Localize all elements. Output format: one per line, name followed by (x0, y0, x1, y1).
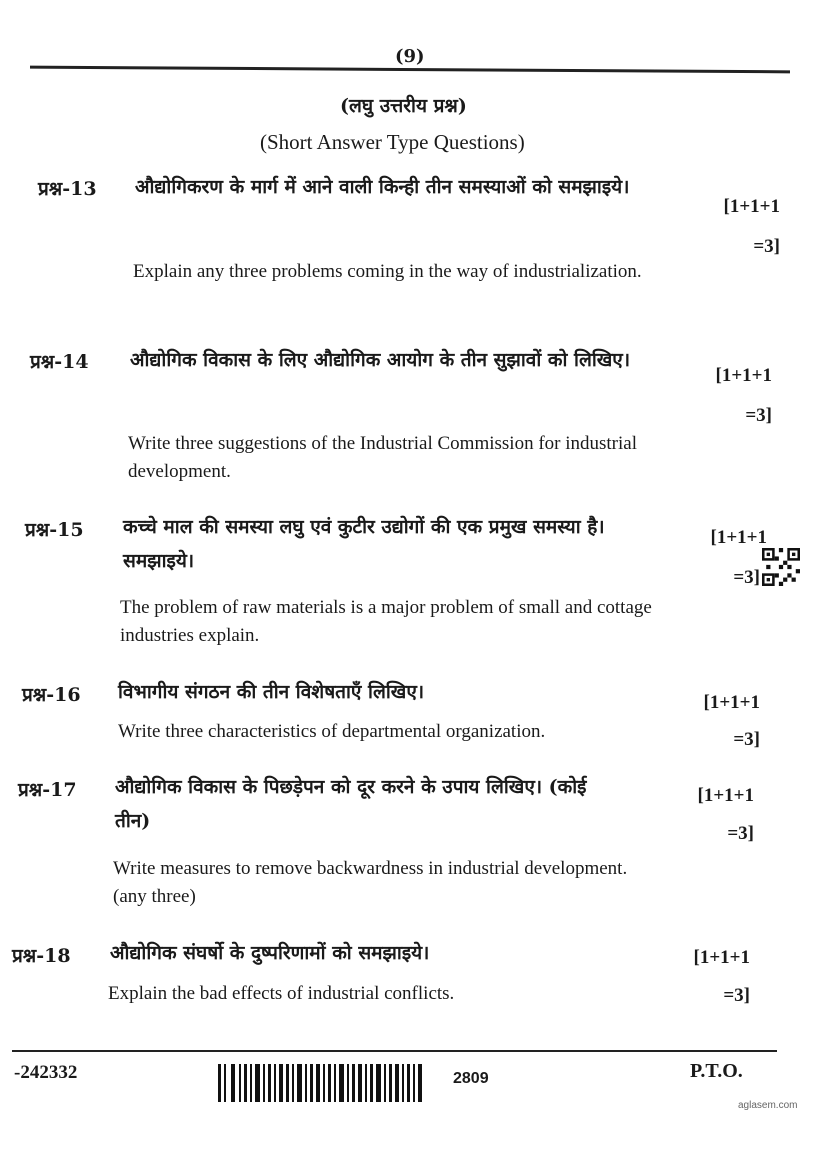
marks-line1: [1+1+1 (697, 785, 754, 806)
section-title-hindi: (लघु उत्तरीय प्रश्न) (340, 95, 467, 117)
marks-line2: =3] (723, 985, 750, 1006)
question-text-hindi: औद्योगिक संघर्षो के दुष्परिणामों को समझाइये। (110, 942, 430, 964)
paper-code: -242332 (14, 1062, 78, 1083)
barcode-icon (218, 1064, 422, 1102)
question-label: प्रश्न-18 (12, 945, 71, 967)
question-text-english: The problem of raw materials is a major problem of small and cottage industries explain. (120, 597, 652, 646)
question-text-hindi: विभागीय संगठन की तीन विशेषताएँ लिखिए। (118, 681, 425, 703)
marks-line2: =3] (733, 567, 760, 588)
question-text-english: Explain any three problems coming in the way of industrialization. (133, 261, 642, 282)
marks-line2: =3] (733, 729, 760, 750)
bottom-divider (12, 1050, 777, 1052)
question-label: प्रश्न-13 (38, 178, 97, 200)
question-label: प्रश्न-17 (18, 779, 77, 801)
question-text-english: Write three suggestions of the Industrial Commission for industrial development. (128, 433, 637, 482)
question-text-hindi: औद्योगिकरण के मार्ग में आने वाली किन्ही तीन समस्याओं को समझाइये। (135, 176, 630, 198)
watermark: aglasem.com (738, 1100, 798, 1111)
question-label: प्रश्न-14 (30, 351, 89, 373)
marks-line2: =3] (745, 405, 772, 426)
marks-line1: [1+1+1 (723, 196, 780, 217)
marks-line1: [1+1+1 (693, 947, 750, 968)
question-label: प्रश्न-15 (25, 519, 84, 541)
marks-line2: =3] (753, 236, 780, 257)
question-text-hindi: औद्योगिक विकास के पिछड़ेपन को दूर करने के उपाय लिखिए। (कोई तीन) (115, 776, 587, 832)
pto-label: P.T.O. (690, 1060, 743, 1082)
serial-number: 2809 (453, 1070, 489, 1087)
section-title-english: (Short Answer Type Questions) (260, 130, 525, 154)
marks-line1: [1+1+1 (703, 692, 760, 713)
marks-line1: [1+1+1 (710, 527, 767, 548)
question-text-hindi: औद्योगिक विकास के लिए औद्योगिक आयोग के तीन सुझावों को लिखिए। (130, 349, 631, 371)
question-text-english: Write measures to remove backwardness in industrial development. (any three) (113, 858, 628, 907)
page-number: (9) (395, 46, 425, 67)
qr-code-icon (762, 548, 800, 586)
marks-line1: [1+1+1 (715, 365, 772, 386)
question-text-english: Explain the bad effects of industrial conflicts. (108, 983, 455, 1004)
question-label: प्रश्न-16 (22, 684, 81, 706)
question-text-english: Write three characteristics of departmental organization. (118, 721, 546, 742)
question-text-hindi: कच्चे माल की समस्या लघु एवं कुटीर उद्योगों की एक प्रमुख समस्या है। समझाइये। (123, 516, 605, 572)
marks-line2: =3] (727, 823, 754, 844)
